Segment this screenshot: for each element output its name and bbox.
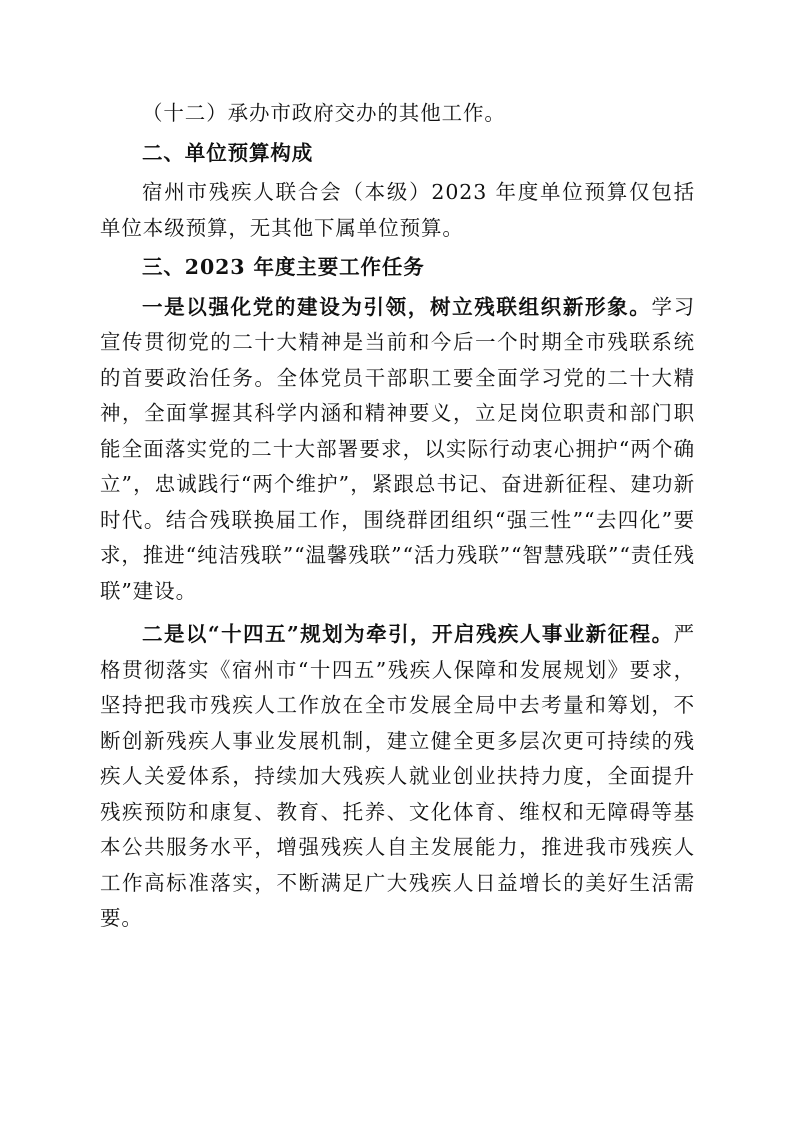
task-1-lead: 一是以强化党的建设为引领，树立残联组织新形象。 — [142, 294, 652, 319]
task-2-body: 严格贯彻落实《宿州市“十四五”残疾人保障和发展规划》要求，坚持把我市残疾人工作放在全市发展全局中去考量和筹划，不断创新残疾人事业发展机制，建立健全更多层次更可持续的残疾人关爱体系，持续加大残疾人就业创业扶持力度，全面提升残疾预防和康复、教育、托养、文化体育、维权和无障碍等基本公共服务水平，增强残疾人自主发展能力，推进我市残疾人工作高标准落实，不断满足广大残疾人日益增长的美好生活需要。 — [100, 622, 695, 930]
section-3-heading: 三、2023 年度主要工作任务 — [142, 255, 425, 279]
task-1-body: 学习宣传贯彻党的二十大精神是当前和今后一个时期全市残联系统的首要政治任务。全体党员干部职工要全面学习党的二十大精神，全面掌握其科学内涵和精神要义，立足岗位职责和部门职能全面落实党的二十大部署要求，以实际行动衷心拥护“两个确立”，忠诚践行“两个维护”，紧跟总书记、奋进新征程、建功新时代。结合残联换届工作，围绕群团组织“强三性”“去四化”要求，推进“纯洁残联”“温馨残联”“活力残联”“智慧残联”“责任残联”建设。 — [100, 294, 695, 603]
task-1-paragraph — [100, 290, 695, 610]
item-12-paragraph: （十二）承办市政府交办的其他工作。 — [142, 101, 506, 125]
task-2-lead: 二是以“十四五”规划为牵引，开启残疾人事业新征程。 — [142, 622, 674, 646]
document-body — [100, 96, 695, 937]
section-2-heading: 二、单位预算构成 — [142, 140, 314, 165]
task-2-paragraph — [100, 617, 695, 937]
section-2-body: 宿州市残疾人联合会（本级）2023 年度单位预算仅包括单位本级预算，无其他下属单位预算。 — [100, 180, 695, 240]
